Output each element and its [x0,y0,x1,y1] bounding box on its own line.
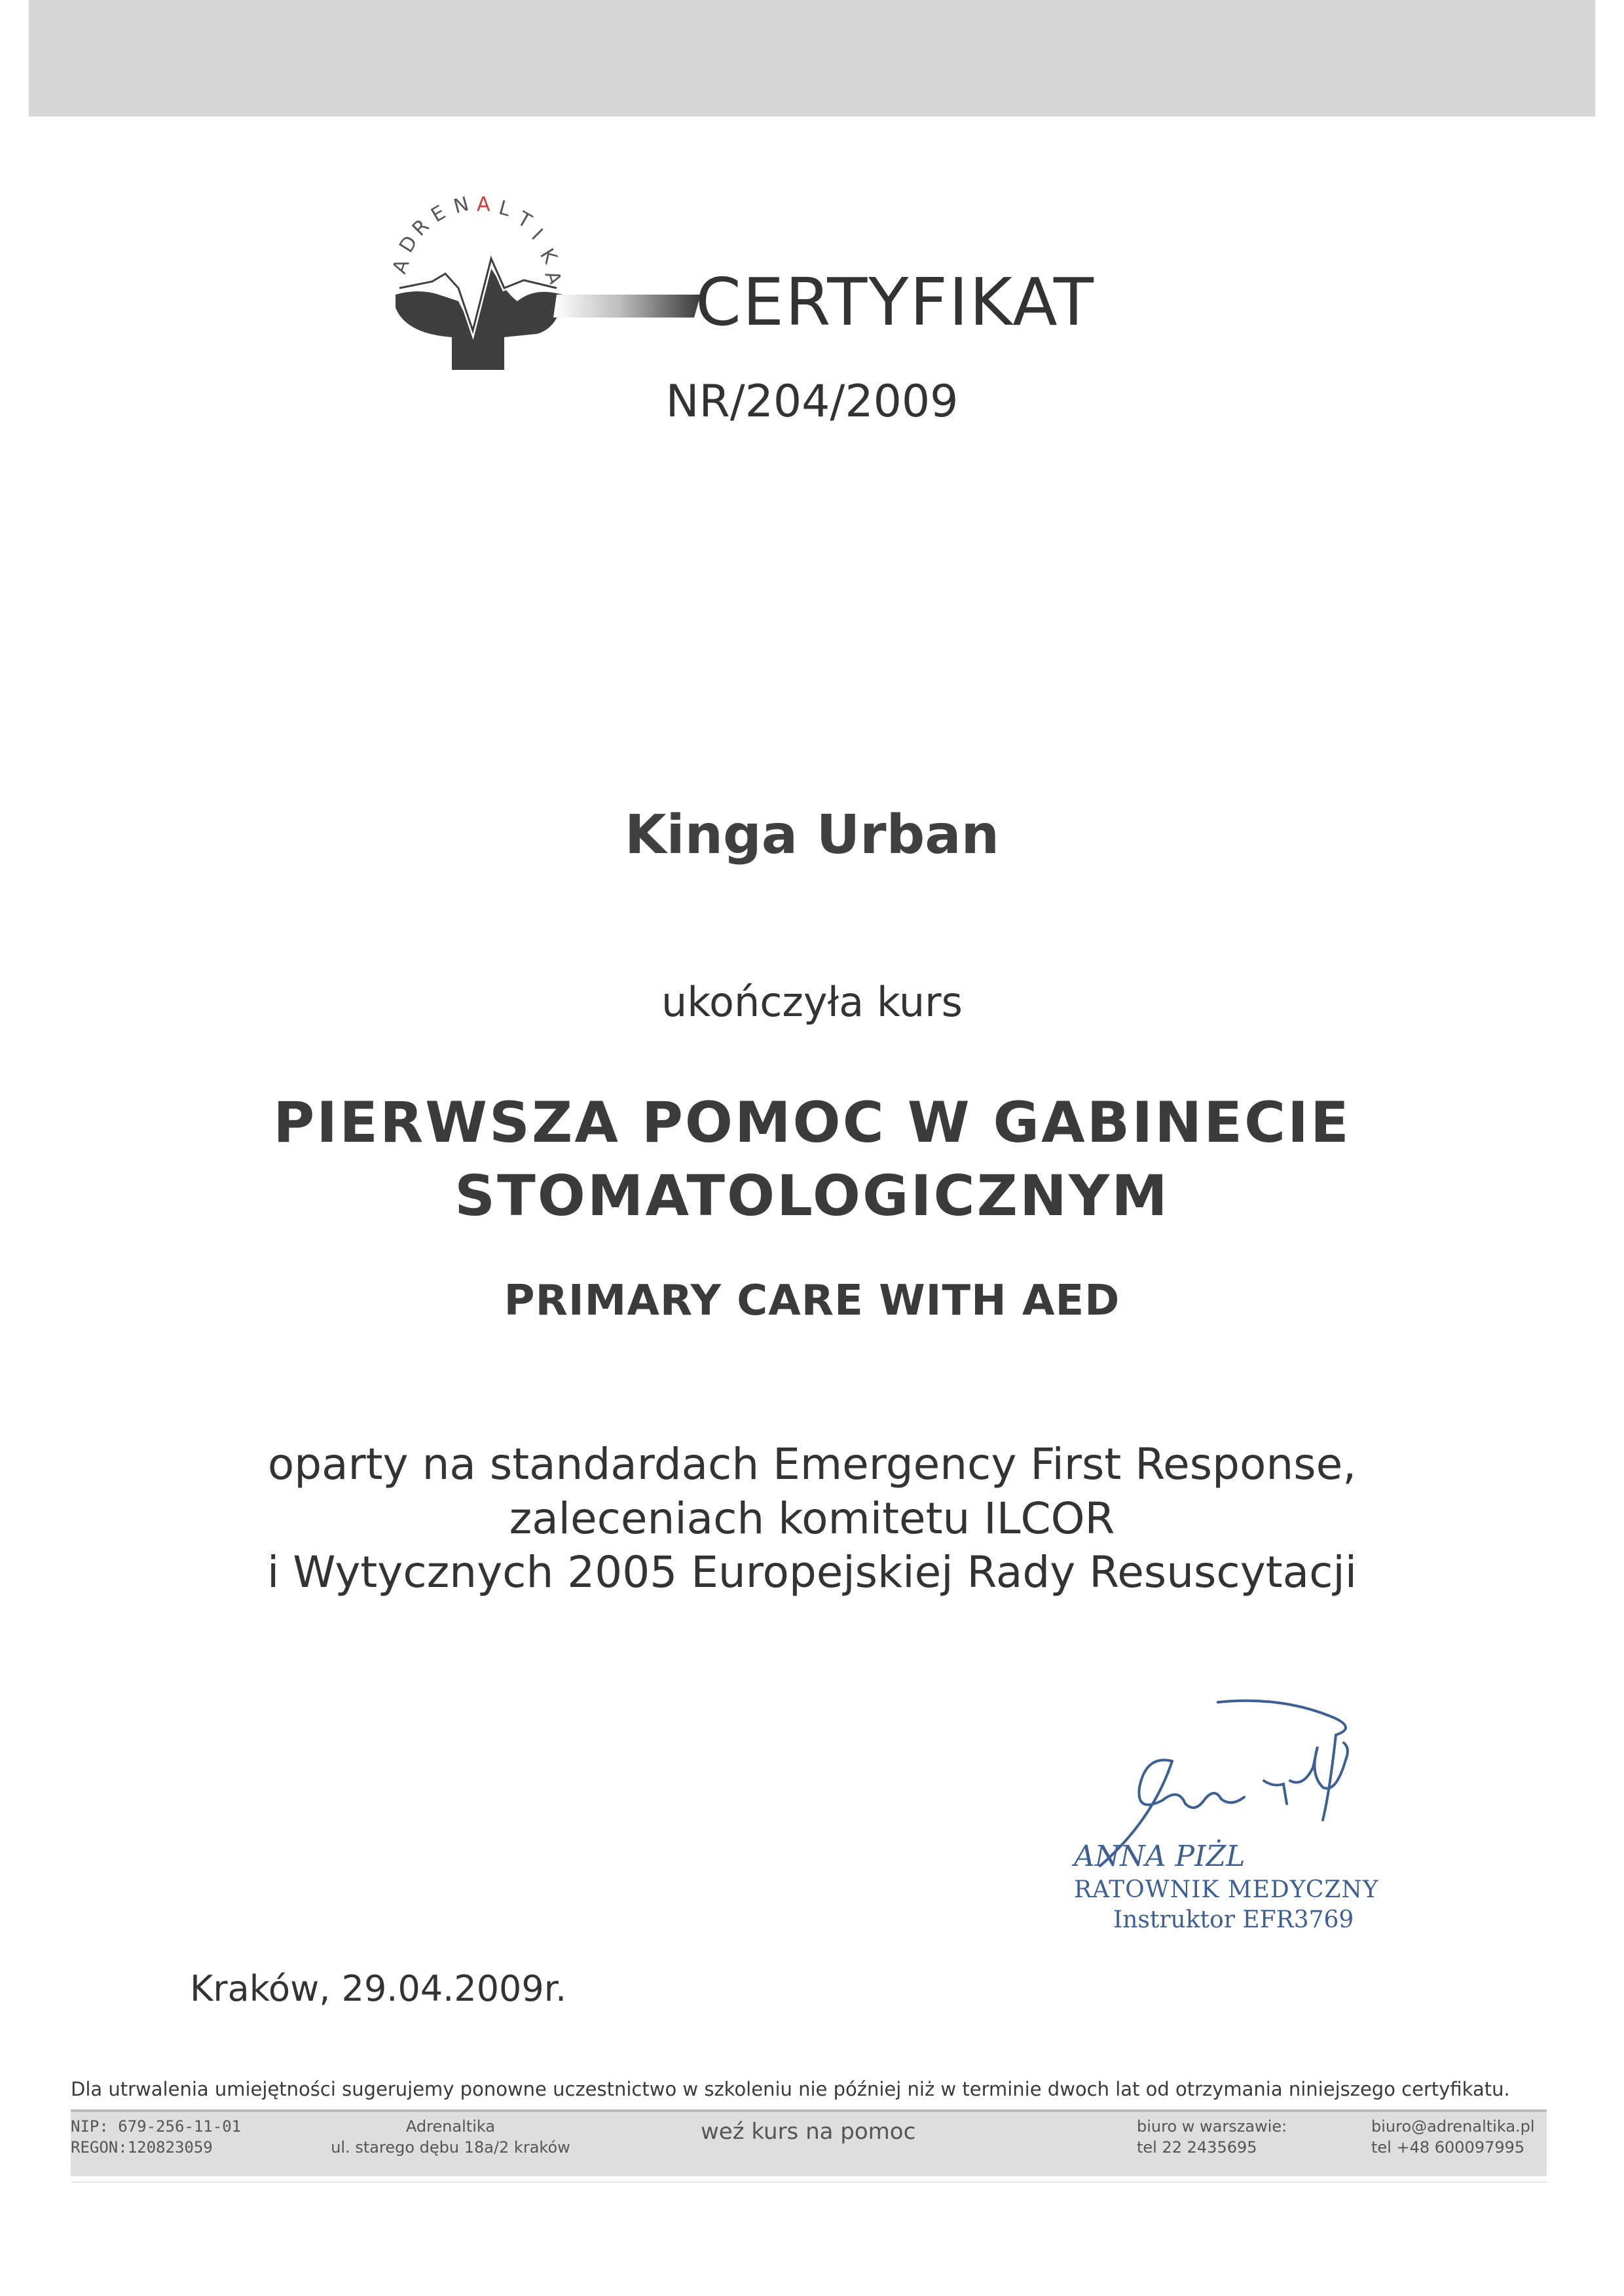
completed-course-text: ukończyła kurs [661,978,963,1026]
bottom-divider [71,2181,1547,2183]
course-subtitle-en: PRIMARY CARE WITH AED [504,1277,1120,1325]
footer-registration [71,2116,241,2159]
svg-text:K: K [535,244,562,268]
signatory-name: ANNA PIŻL [1074,1840,1246,1873]
svg-text:E: E [427,201,450,227]
signatory-title: RATOWNIK MEDYCZNY [1074,1876,1379,1903]
footer-note: Dla utrwalenia umiejętności sugerujemy ponowne uczestnictwo w szkoleniu nie później niż w terminie dwoch lat od otrzymania niniejszego certyfikatu. [71,2078,1510,2100]
signatory-instructor-id: Instruktor EFR3769 [1113,1906,1354,1933]
svg-text:A: A [388,256,415,277]
footer-email: biuro@adrenaltika.pl [1371,2117,1535,2136]
course-basis-line-1: oparty na standardach Emergency First Response, [267,1439,1357,1489]
place-and-date: Kraków, 29.04.2009r. [190,1968,567,2009]
svg-text:T: T [513,207,536,234]
footer-company: Adrenaltika [405,2117,496,2136]
top-scan-band [29,0,1595,117]
svg-text:R: R [407,215,434,241]
footer-slogan: weź kurs na pomoc [701,2119,916,2145]
footer-regon: REGON:120823059 [71,2138,213,2157]
svg-text:A: A [477,193,490,216]
course-basis [0,1438,1624,1600]
course-title [0,1087,1624,1233]
footer-warsaw-office [1137,2116,1287,2159]
recipient-name: Kinga Urban [624,804,1000,866]
course-title-line-2: STOMATOLOGICZNYM [454,1163,1170,1229]
svg-text:L: L [496,196,513,222]
footer-address: ul. starego dębu 18a/2 kraków [331,2138,570,2157]
svg-text:N: N [451,192,471,219]
footer-tel: tel +48 600097995 [1371,2138,1525,2157]
course-basis-line-3: i Wytycznych 2005 Europejskiej Rady Resuscytacji [267,1547,1357,1597]
footer-company-address [320,2116,581,2159]
footer-band [71,2109,1547,2176]
course-title-line-1: PIERWSZA POMOC W GABINECIE [273,1090,1351,1156]
svg-text:I: I [526,224,547,245]
svg-text:D: D [395,232,423,257]
footer-office-label: biuro w warszawie: [1137,2117,1287,2136]
svg-text:A: A [540,268,566,288]
footer-contact [1371,2116,1535,2159]
course-basis-line-2: zaleceniach komitetu ILCOR [509,1493,1115,1544]
footer-office-tel: tel 22 2435695 [1137,2138,1257,2157]
footer-nip: NIP: 679-256-11-01 [71,2117,242,2136]
certificate-title: CERTYFIKAT [695,264,1095,340]
certificate-number: NR/204/2009 [665,376,959,428]
